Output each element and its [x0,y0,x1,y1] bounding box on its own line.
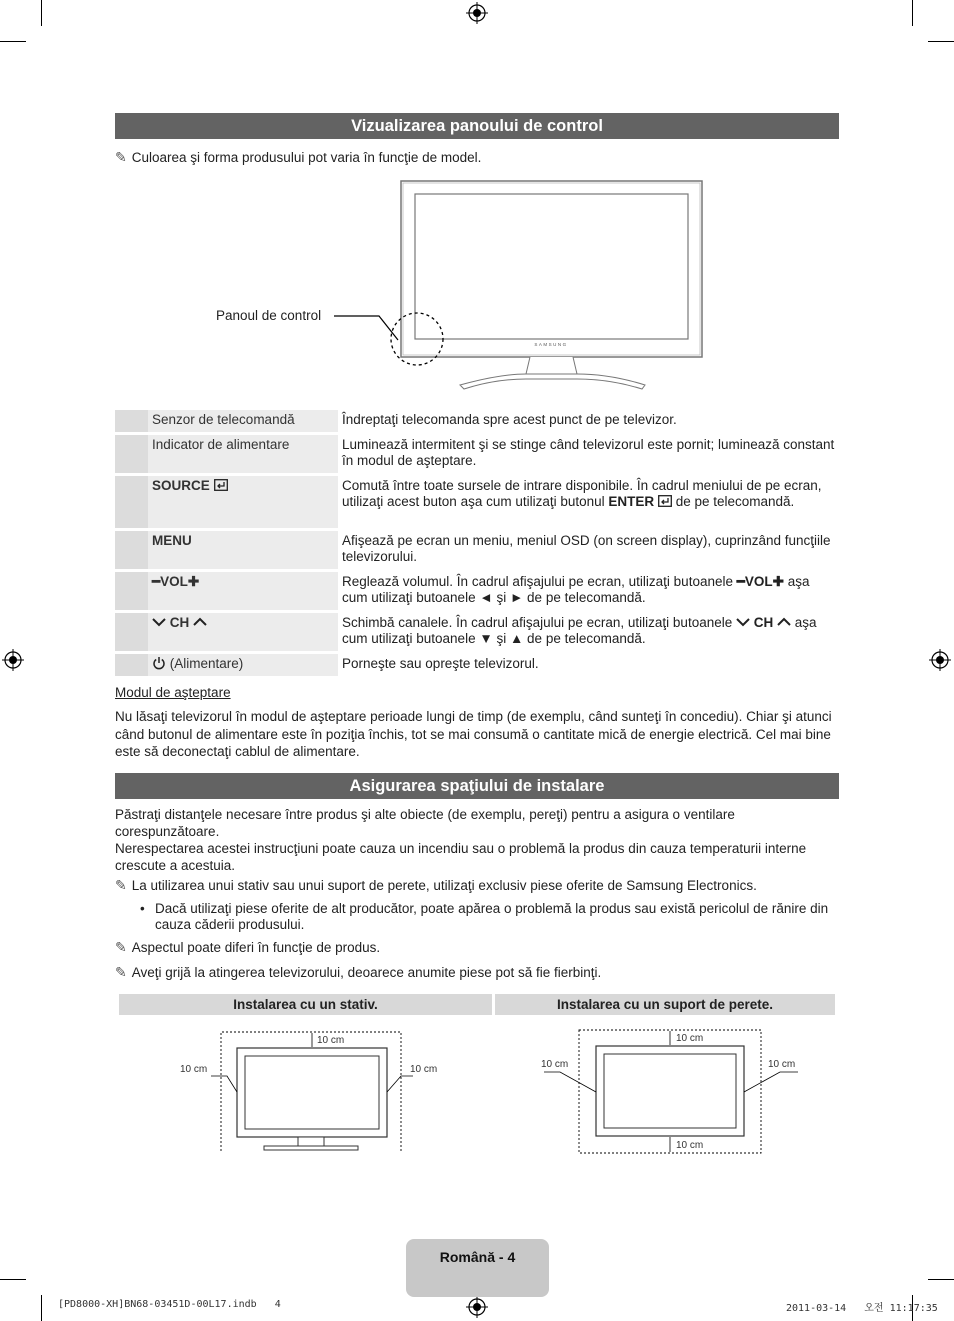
note-text: Aveţi grijă la atingerea televizorului, deoarece anumite piese pot să fie fierbinţi. [131,965,602,980]
controls-table [115,407,839,679]
callout-line [334,308,404,348]
enter-icon [658,495,672,507]
control-name: MENU [148,531,338,569]
column-header-stand: Instalarea cu un stativ. [119,994,492,1015]
table-row [115,410,839,432]
note-color-shape [115,150,481,166]
bullet-icon: • [140,901,145,916]
standby-text: Nu lăsaţi televizorul în modul de aşteptare perioade lungi de timp (de exemplu, când sunteţi în concediu). Chiar şi atunci când butonul de alimentare este în poziţia închis, tot se mai consumă o cantitate mică de energie electrică. Cel mai bine este să deconectaţi cablul de alimentare. [115,709,832,759]
control-desc: Luminează intermitent şi se stinge când televizorul este pornit; luminează constant în modul de aşteptare. [338,435,839,473]
chevron-down-icon [736,617,750,627]
standby-title: Modul de aşteptare [115,685,231,700]
crop-mark [928,41,954,42]
clearance-right-stand: 10 cm [410,1064,438,1075]
crop-mark [41,0,42,26]
callout-label: Panoul de control [216,308,322,323]
control-name [148,476,338,528]
bullet-text: Dacă utilizaţi piese oferite de alt producător, poate apărea o problemă la produs sau există pericolul de rănire din cauza căderii produsului. [155,901,829,932]
clearance-left-wall: 10 cm [541,1059,569,1070]
crop-mark [0,1279,26,1280]
registration-mark-icon [466,1296,488,1318]
tv-illustration [380,178,710,396]
clearance-left-stand: 10 cm [180,1064,208,1075]
control-desc: Îndreptaţi telecomanda spre acest punct de pe televizor. [338,410,839,432]
note-appearance [115,940,380,956]
section-title-control-panel: Vizualizarea panoului de control [115,113,839,139]
desc-part: Reglează volumul. În cadrul afişajului pe ecran, utilizaţi butoanele [342,574,737,589]
bullet-other-parts [140,901,840,932]
registration-mark-icon [466,2,488,24]
note-text: Aspectul poate diferi în funcţie de produs. [131,940,381,955]
note-text: Culoarea şi forma produsului pot varia în funcţie de model. [131,150,482,165]
desc-part: aşa cum utilizaţi butoanele ▼ şi ▲ de pe telecomandă. [342,615,817,646]
control-desc: Porneşte sau opreşte televizorul. [338,654,839,676]
desc-part: Schimbă canalele. În cadrul afişajului pe ecran, utilizaţi butoanele [342,615,736,630]
brand-logo: SAMSUNG [534,342,568,347]
chevron-up-icon [193,617,207,627]
minus-icon: ━ [152,574,161,589]
pencil-note-icon: ✎ [115,150,127,166]
control-desc [338,613,839,651]
control-name [148,613,338,651]
source-label: SOURCE [152,478,210,493]
control-desc [338,476,839,528]
table-row [115,654,839,676]
power-icon [152,656,166,670]
table-row [115,531,839,569]
control-name [148,654,338,676]
clearance-top-stand: 10 cm [317,1035,345,1046]
note-text: La utilizarea unui stativ sau unui suport de perete, utilizaţi exclusiv piese oferite de Samsung Electronics. [131,878,757,893]
print-date: 2011-03-14 오전 11:17:35 [786,1303,938,1314]
ch-key-label: CH [753,615,774,630]
table-row [115,476,839,528]
clearance-top-wall: 10 cm [676,1033,704,1044]
note-hot-parts [115,965,601,981]
registration-mark-icon [929,649,951,671]
note-samsung-parts [115,878,757,894]
chevron-up-icon [777,617,791,627]
control-name: Indicator de alimentare [148,435,338,473]
file-slug: [PD8000-XH]BN68-03451D-00L17.indb 4 [58,1299,281,1310]
clearance-right-wall: 10 cm [768,1059,796,1070]
crop-mark [928,1279,954,1280]
chevron-down-icon [152,617,166,627]
pencil-note-icon: ✎ [115,965,127,981]
table-row [115,435,839,473]
desc-part: Comută între toate sursele de intrare disponibile. În cadrul meniului de pe ecran, utilizaţi acest buton aşa cum utilizaţi butonul [342,478,822,509]
pencil-note-icon: ✎ [115,940,127,956]
wall-install-diagram [540,1026,802,1156]
enter-key-label: ENTER [608,494,655,509]
vol-key: ━VOL✚ [736,574,784,589]
plus-icon: ✚ [187,574,200,589]
desc-part: de pe telecomandă. [671,494,795,509]
registration-mark-icon [2,649,24,671]
control-name: Senzor de telecomandă [148,410,338,432]
control-desc: Afişează pe ecran un meniu, meniul OSD (on screen display), cuprinzând funcţiile televizorului. [338,531,839,569]
stand-install-diagram [175,1028,415,1153]
clearance-bottom-wall: 10 cm [676,1140,704,1151]
desc-part: aşa cum utilizaţi butoanele ◄ şi ► de pe telecomandă. [342,574,810,605]
section-title-install-space: Asigurarea spaţiului de instalare [115,773,839,799]
power-label: (Alimentare) [169,656,244,671]
crop-mark [0,41,26,42]
ch-label: CH [169,615,190,630]
column-header-wall: Instalarea cu un suport de perete. [495,994,835,1015]
table-row [115,613,839,651]
page-number-tab: Română - 4 [406,1239,549,1297]
table-row [115,572,839,610]
crop-mark [41,1295,42,1321]
source-enter-icon [214,479,228,491]
pencil-note-icon: ✎ [115,878,127,894]
vol-label: VOL [160,574,188,589]
vol-key-label: VOL [744,574,773,589]
control-desc [338,572,839,610]
install-paragraph-1: Păstraţi distanţele necesare între produs şi alte obiecte (de exemplu, pereţi) pentru a asigura o ventilare corespunzătoare. [115,807,735,839]
crop-mark [912,0,913,26]
control-name [148,572,338,610]
install-paragraph-2: Nerespectarea acestei instrucţiuni poate cauza un incendiu sau o problemă la produs din cauza temperaturii interne crescute a acestuia. [115,841,807,873]
